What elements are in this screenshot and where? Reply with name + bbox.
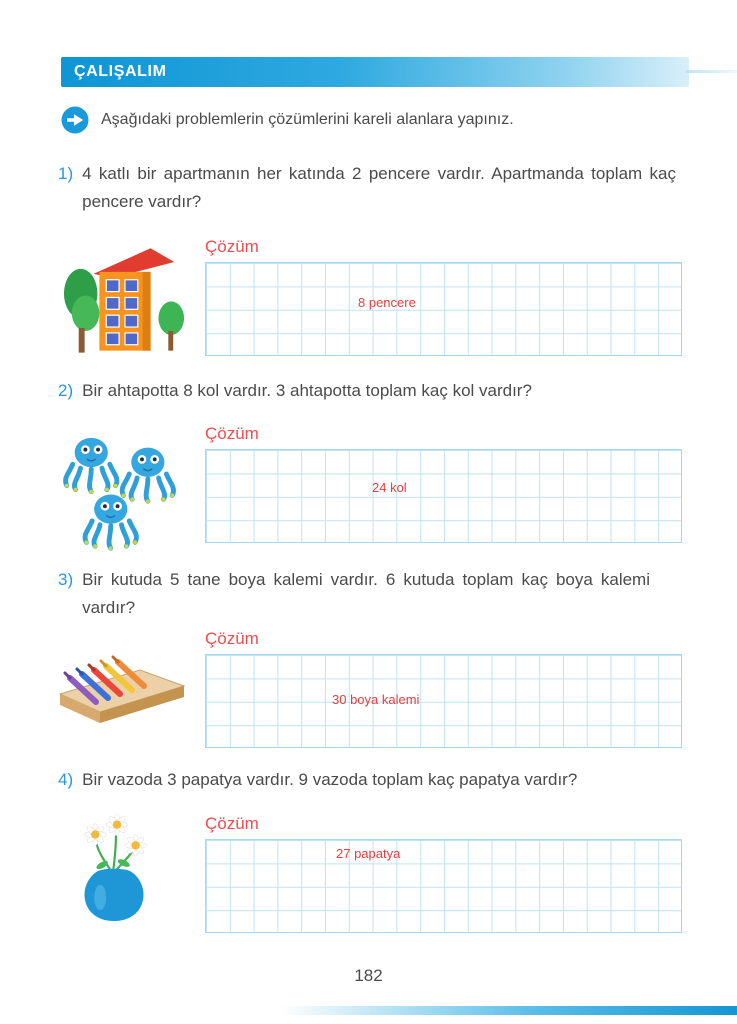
problem-2-text: Bir ahtapotta 8 kol vardır. 3 ahtapotta toplam kaç kol vardır?: [82, 381, 532, 400]
header-bar: [61, 57, 689, 87]
answer-text-4: 27 papatya: [336, 846, 401, 861]
problem-2-number: 2): [58, 381, 74, 400]
problem-1-heading: [58, 160, 676, 216]
page-number: 182: [354, 966, 383, 985]
problem-3-number: 3): [58, 570, 74, 589]
answer-grid-2: [205, 449, 682, 543]
page-title: ÇALIŞALIM: [74, 63, 167, 80]
octopus-illustration: [60, 433, 182, 555]
solution-label: Çözüm: [205, 814, 259, 833]
answer-grid-3: [205, 654, 682, 748]
problem-4-text: Bir vazoda 3 papatya vardır. 9 vazoda toplam kaç papatya vardır?: [82, 770, 578, 789]
problem-1-solution: [205, 237, 682, 356]
apartment-illustration: [60, 234, 188, 358]
answer-text-3: 30 boya kalemi: [332, 692, 420, 707]
problem-3-solution: [205, 629, 682, 748]
instruction-text: Aşağıdaki problemlerin çözümlerini kareli alanlara yapınız.: [101, 111, 514, 128]
answer-grid-1: [205, 262, 682, 356]
footer-rule: [280, 1006, 737, 1015]
problem-3-text: Bir kutuda 5 tane boya kalemi vardır. 6 kutuda toplam kaç boya kalemi vardır?: [82, 570, 650, 617]
problem-4-heading: [58, 766, 676, 794]
problem-4-solution: [205, 814, 682, 933]
answer-grid-4: [205, 839, 682, 933]
vase-illustration: [58, 806, 170, 926]
crayon-box-illustration: [52, 652, 192, 734]
problem-1-number: 1): [58, 164, 74, 183]
solution-label: Çözüm: [205, 629, 259, 648]
problem-1-text: 4 katlı bir apartmanın her katında 2 pencere vardır. Apartmanda toplam kaç pencere vardır?: [82, 164, 676, 211]
problem-4-number: 4): [58, 770, 74, 789]
solution-label: Çözüm: [205, 424, 259, 443]
problem-2-heading: [58, 377, 676, 405]
solution-label: Çözüm: [205, 237, 259, 256]
arrow-icon: [61, 106, 89, 134]
header-rule: [686, 70, 737, 73]
instruction-row: [61, 106, 691, 134]
problem-3-heading: [58, 566, 650, 622]
answer-text-1: 8 pencere: [358, 295, 416, 310]
problem-2-solution: [205, 424, 682, 543]
answer-text-2: 24 kol: [372, 480, 407, 495]
